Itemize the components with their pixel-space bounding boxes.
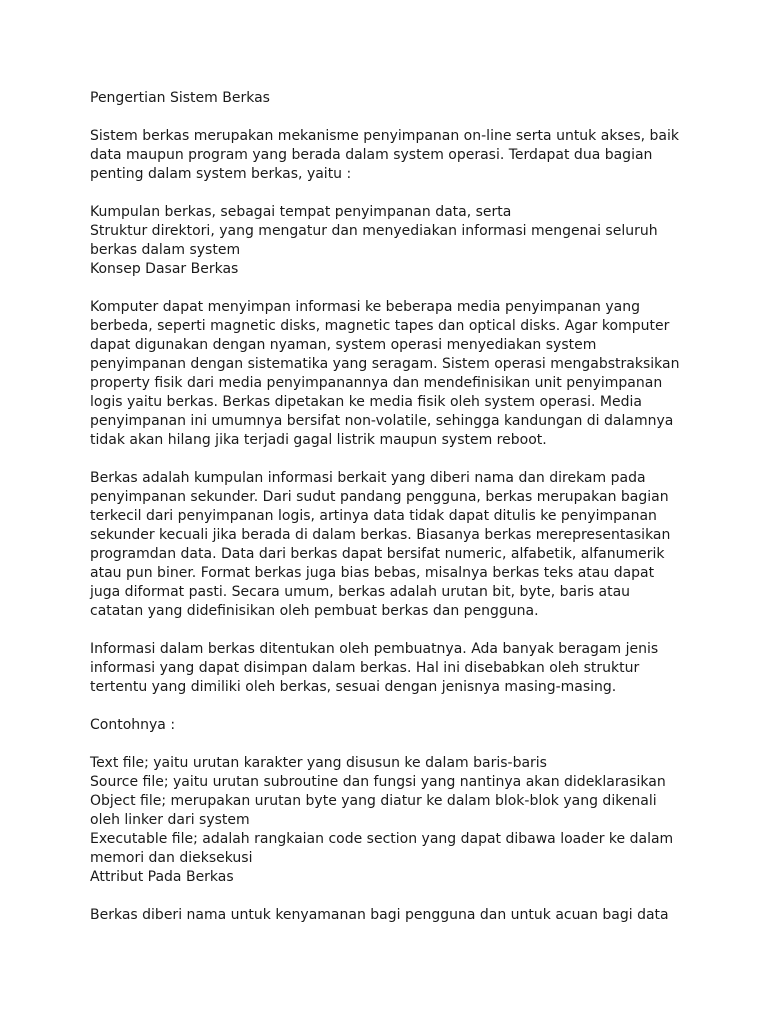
list-item: memori dan dieksekusi xyxy=(90,850,253,866)
list-item: Source file; yaitu urutan subroutine dan fungsi yang nantinya akan dideklarasikan xyxy=(90,774,666,790)
text-line: sekunder kecuali jika berada di dalam berkas. Biasanya berkas merepresentasikan xyxy=(90,527,671,543)
text-line: Sistem berkas merupakan mekanisme penyimpanan on-line serta untuk akses, baik xyxy=(90,128,679,144)
paragraph xyxy=(90,640,690,697)
text-line: tidak akan hilang jika terjadi gagal listrik maupun system reboot. xyxy=(90,432,547,448)
paragraph-gap xyxy=(90,108,690,127)
list-item: berkas dalam system xyxy=(90,242,241,258)
list-item: Object file; merupakan urutan byte yang diatur ke dalam blok-blok yang dikenali xyxy=(90,793,657,809)
text-line: Informasi dalam berkas ditentukan oleh pembuatnya. Ada banyak beragam jenis xyxy=(90,641,659,657)
examples-heading: Contohnya : xyxy=(90,717,176,733)
text-line: penyimpanan dengan sistematika yang seragam. Sistem operasi mengabstraksikan xyxy=(90,356,680,372)
text-line: juga diformat pasti. Secara umum, berkas adalah urutan bit, byte, baris atau xyxy=(90,584,631,600)
text-line: terkecil dari penyimpanan logis, artinya data tidak dapat ditulis ke penyimpanan xyxy=(90,508,657,524)
text-line: data maupun program yang berada dalam system operasi. Terdapat dua bagian xyxy=(90,147,653,163)
text-line: Berkas adalah kumpulan informasi berkait yang diberi nama dan direkam pada xyxy=(90,470,646,486)
text-line: catatan yang didefinisikan oleh pembuat berkas dan pengguna. xyxy=(90,603,539,619)
list-item: Struktur direktori, yang mengatur dan menyediakan informasi mengenai seluruh xyxy=(90,223,658,239)
paragraph xyxy=(90,469,690,621)
paragraph-gap xyxy=(90,279,690,298)
paragraph-gap xyxy=(90,450,690,469)
text-line: informasi yang dapat disimpan dalam berkas. Hal ini disebabkan oleh struktur xyxy=(90,660,640,676)
text-line: Komputer dapat menyimpan informasi ke beberapa media penyimpanan yang xyxy=(90,299,640,315)
text-line: programdan data. Data dari berkas dapat bersifat numeric, alfabetik, alfanumerik xyxy=(90,546,665,562)
section-heading: Attribut Pada Berkas xyxy=(90,869,234,885)
paragraph xyxy=(90,298,690,450)
document-page xyxy=(90,89,690,925)
section-heading: Konsep Dasar Berkas xyxy=(90,261,239,277)
text-line: berbeda, seperti magnetic disks, magnetic tapes dan optical disks. Agar komputer xyxy=(90,318,670,334)
paragraph-gap xyxy=(90,887,690,906)
list-item: Kumpulan berkas, sebagai tempat penyimpanan data, serta xyxy=(90,204,512,220)
document-title: Pengertian Sistem Berkas xyxy=(90,90,270,106)
text-line: dapat digunakan dengan nyaman, system operasi menyediakan system xyxy=(90,337,597,353)
paragraph-gap xyxy=(90,621,690,640)
text-line: property fisik dari media penyimpanannya dan mendefinisikan unit penyimpanan xyxy=(90,375,663,391)
paragraph-gap xyxy=(90,184,690,203)
text-line: logis yaitu berkas. Berkas dipetakan ke media fisik oleh system operasi. Media xyxy=(90,394,642,410)
paragraph-gap xyxy=(90,735,690,754)
paragraph-gap xyxy=(90,697,690,716)
text-line: penyimpanan ini umumnya bersifat non-volatile, sehingga kandungan di dalamnya xyxy=(90,413,674,429)
text-line: penyimpanan sekunder. Dari sudut pandang pengguna, berkas merupakan bagian xyxy=(90,489,669,505)
components-list xyxy=(90,203,690,279)
list-item: Executable file; adalah rangkaian code section yang dapat dibawa loader ke dalam xyxy=(90,831,674,847)
list-item: oleh linker dari system xyxy=(90,812,250,828)
text-line: Berkas diberi nama untuk kenyamanan bagi pengguna dan untuk acuan bagi data xyxy=(90,907,669,923)
file-types-list xyxy=(90,754,690,887)
paragraph xyxy=(90,906,690,925)
text-line: tertentu yang dimiliki oleh berkas, sesuai dengan jenisnya masing-masing. xyxy=(90,679,617,695)
intro-paragraph xyxy=(90,127,690,184)
text-line: atau pun biner. Format berkas juga bias bebas, misalnya berkas teks atau dapat xyxy=(90,565,655,581)
text-line: penting dalam system berkas, yaitu : xyxy=(90,166,352,182)
list-item: Text file; yaitu urutan karakter yang disusun ke dalam baris-baris xyxy=(90,755,547,771)
